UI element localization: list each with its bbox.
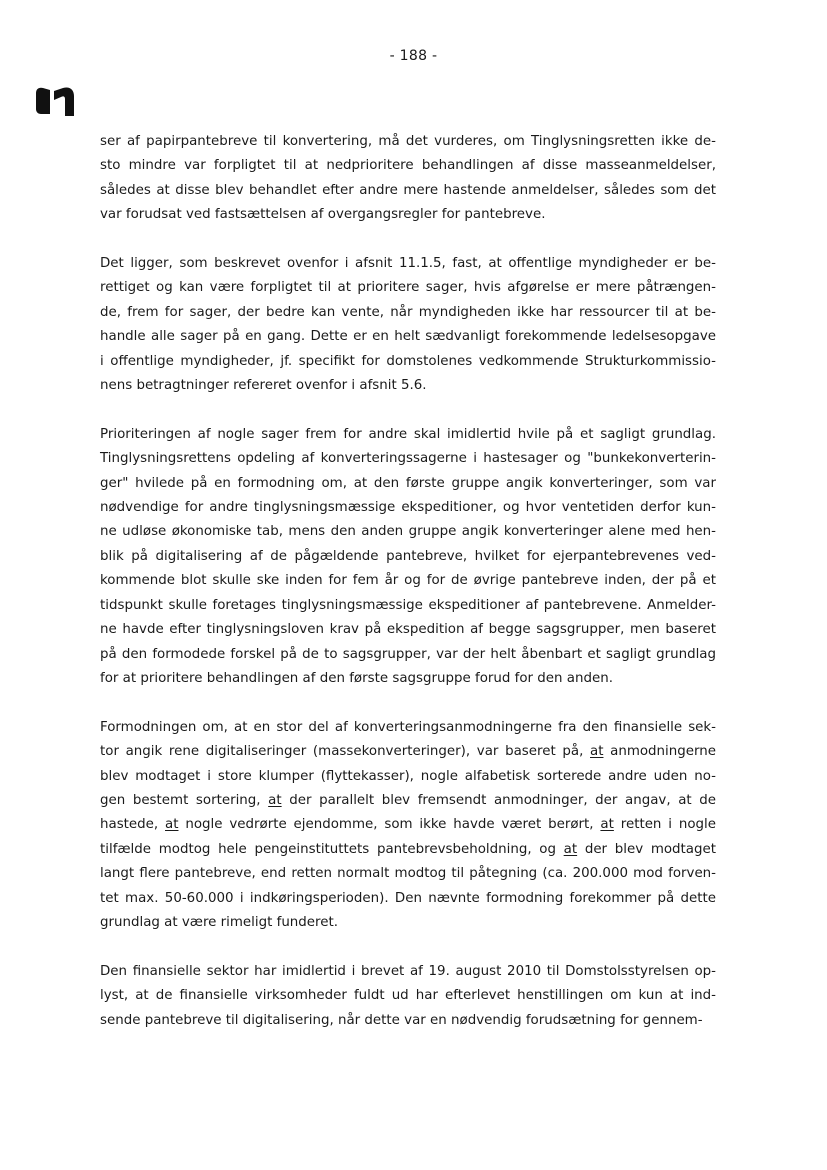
text-line <box>100 423 716 447</box>
paragraph <box>100 252 716 398</box>
logo-icon <box>34 84 76 118</box>
text-line <box>100 911 716 935</box>
text-line <box>100 813 716 837</box>
text-line <box>100 130 716 154</box>
text-line <box>100 545 716 569</box>
text-segment: nødvendige for andre tinglysningsmæssige ekspeditioner, og hvor ventetiden derfor kun- <box>100 500 716 516</box>
text-segment: tilfælde modtog hele pengeinstituttets pantebrevsbeholdning, og <box>100 841 564 857</box>
text-line <box>100 203 716 227</box>
text-segment: Den finansielle sektor har imidlertid i brevet af 19. august 2010 til Domstolsstyrelsen op- <box>100 963 716 979</box>
text-line <box>100 325 716 349</box>
paragraph <box>100 960 716 1033</box>
text-line <box>100 765 716 789</box>
text-segment: der parallelt blev fremsendt anmodninger, der angav, at de <box>281 792 716 808</box>
text-line <box>100 643 716 667</box>
text-segment: hastede, <box>100 817 166 833</box>
text-segment: retten i nogle <box>613 817 716 833</box>
text-line <box>100 374 716 398</box>
underlined-word: at <box>268 792 282 808</box>
text-segment: Prioriteringen af nogle sager frem for andre skal imidlertid hvile på et sagligt grundlag. <box>100 426 716 442</box>
underlined-word: at <box>600 817 614 833</box>
text-segment: blev modtaget i store klumper (flyttekasser), nogle alfabetisk sorterede andre uden no- <box>100 768 716 784</box>
text-segment: tet max. 50-60.000 i indkøringsperioden). Den nævnte formodning forekommer på dette <box>100 890 716 906</box>
text-segment: blik på digitalisering af de pågældende pantebreve, hvilket for ejerpantebrevenes ved- <box>100 548 716 564</box>
underlined-word: at <box>563 841 578 857</box>
text-line <box>100 594 716 618</box>
text-line <box>100 276 716 300</box>
text-segment: anmodningerne <box>603 744 716 760</box>
text-line <box>100 740 716 764</box>
text-line <box>100 862 716 886</box>
text-segment: ger" hvilede på en formodning om, at den første gruppe angik konverteringer, som var <box>100 475 716 491</box>
text-line <box>100 252 716 276</box>
text-line <box>100 789 716 813</box>
text-line <box>100 887 716 911</box>
text-segment: tor angik rene digitaliseringer (massekonverteringer), var baseret på, <box>100 744 590 760</box>
text-line <box>100 447 716 471</box>
text-line <box>100 667 716 691</box>
text-line <box>100 179 716 203</box>
text-segment: ne udløse økonomiske tab, mens den anden gruppe angik konverteringer alene med hen- <box>100 524 716 540</box>
text-segment: gen bestemt sortering, <box>100 792 269 808</box>
text-line <box>100 569 716 593</box>
text-line <box>100 838 716 862</box>
text-segment: for at prioritere behandlingen af den første sagsgruppe forud for den anden. <box>100 670 613 686</box>
text-segment: Det ligger, som beskrevet ovenfor i afsnit 11.1.5, fast, at offentlige myndigheder er be- <box>100 256 716 272</box>
text-segment: Tinglysningsrettens opdeling af konverteringssagerne i hastesager og "bunkekonverterin- <box>100 451 716 467</box>
text-line <box>100 520 716 544</box>
text-line <box>100 472 716 496</box>
text-line <box>100 301 716 325</box>
text-segment: sende pantebreve til digitalisering, når dette var en nødvendig forudsætning for gennem- <box>100 1012 703 1028</box>
page-number: - 188 - <box>389 48 438 64</box>
text-segment: langt flere pantebreve, end retten normalt modtog til påtegning (ca. 200.000 mod forven- <box>100 866 716 882</box>
body-text <box>100 130 716 1057</box>
text-segment: der blev modtaget <box>577 841 716 857</box>
text-segment: sto mindre var forpligtet til at nedprioritere behandlingen af disse masseanmeldelser, <box>100 158 716 174</box>
text-segment: rettiget og kan være forpligtet til at prioritere sager, hvis afgørelse er mere påtrængen- <box>100 280 716 296</box>
text-line <box>100 350 716 374</box>
text-segment: nogle vedrørte ejendomme, som ikke havde været berørt, <box>178 817 601 833</box>
underlined-word: at <box>590 744 604 760</box>
text-segment: i offentlige myndigheder, jf. specifikt for domstolenes vedkommende Strukturkommissio- <box>100 353 716 369</box>
paragraph <box>100 130 716 228</box>
paragraph <box>100 716 716 936</box>
text-segment: tidspunkt skulle foretages tinglysningsmæssige ekspeditioner af pantebrevene. Anmelder- <box>100 597 716 613</box>
text-line <box>100 716 716 740</box>
text-line <box>100 618 716 642</box>
text-segment: således at disse blev behandlet efter andre mere hastende anmeldelser, således som det <box>100 182 716 198</box>
text-segment: de, frem for sager, der bedre kan vente, når myndigheden ikke har ressourcer til at be- <box>100 304 716 320</box>
text-segment: Formodningen om, at en stor del af konverteringsanmodningerne fra den finansielle sek- <box>100 719 716 735</box>
text-line <box>100 960 716 984</box>
text-segment: grundlag at være rimeligt funderet. <box>100 914 338 930</box>
text-line <box>100 154 716 178</box>
text-segment: nens betragtninger refereret ovenfor i afsnit 5.6. <box>100 378 427 394</box>
text-segment: handle alle sager på en gang. Dette er en helt sædvanligt forekommende ledelsesopgave <box>100 329 716 345</box>
text-segment: kommende blot skulle ske inden for fem år og for de øvrige pantebreve inden, der på et <box>100 573 716 589</box>
text-segment: lyst, at de finansielle virksomheder fuldt ud har efterlevet henstillingen om kun at ind- <box>100 988 716 1004</box>
text-line <box>100 1009 716 1033</box>
text-segment: ser af papirpantebreve til konvertering, må det vurderes, om Tinglysningsretten ikke de- <box>100 134 716 149</box>
text-segment: ne havde efter tinglysningsloven krav på ekspedition af begge sagsgrupper, men baseret <box>100 622 716 638</box>
text-line <box>100 496 716 520</box>
text-segment: på den formodede forskel på de to sagsgrupper, var der helt åbenbart et sagligt grundlag <box>100 646 716 662</box>
text-segment: var forudsat ved fastsættelsen af overgangsregler for pantebreve. <box>100 207 546 223</box>
text-line <box>100 984 716 1008</box>
paragraph <box>100 423 716 691</box>
underlined-word: at <box>165 817 179 833</box>
